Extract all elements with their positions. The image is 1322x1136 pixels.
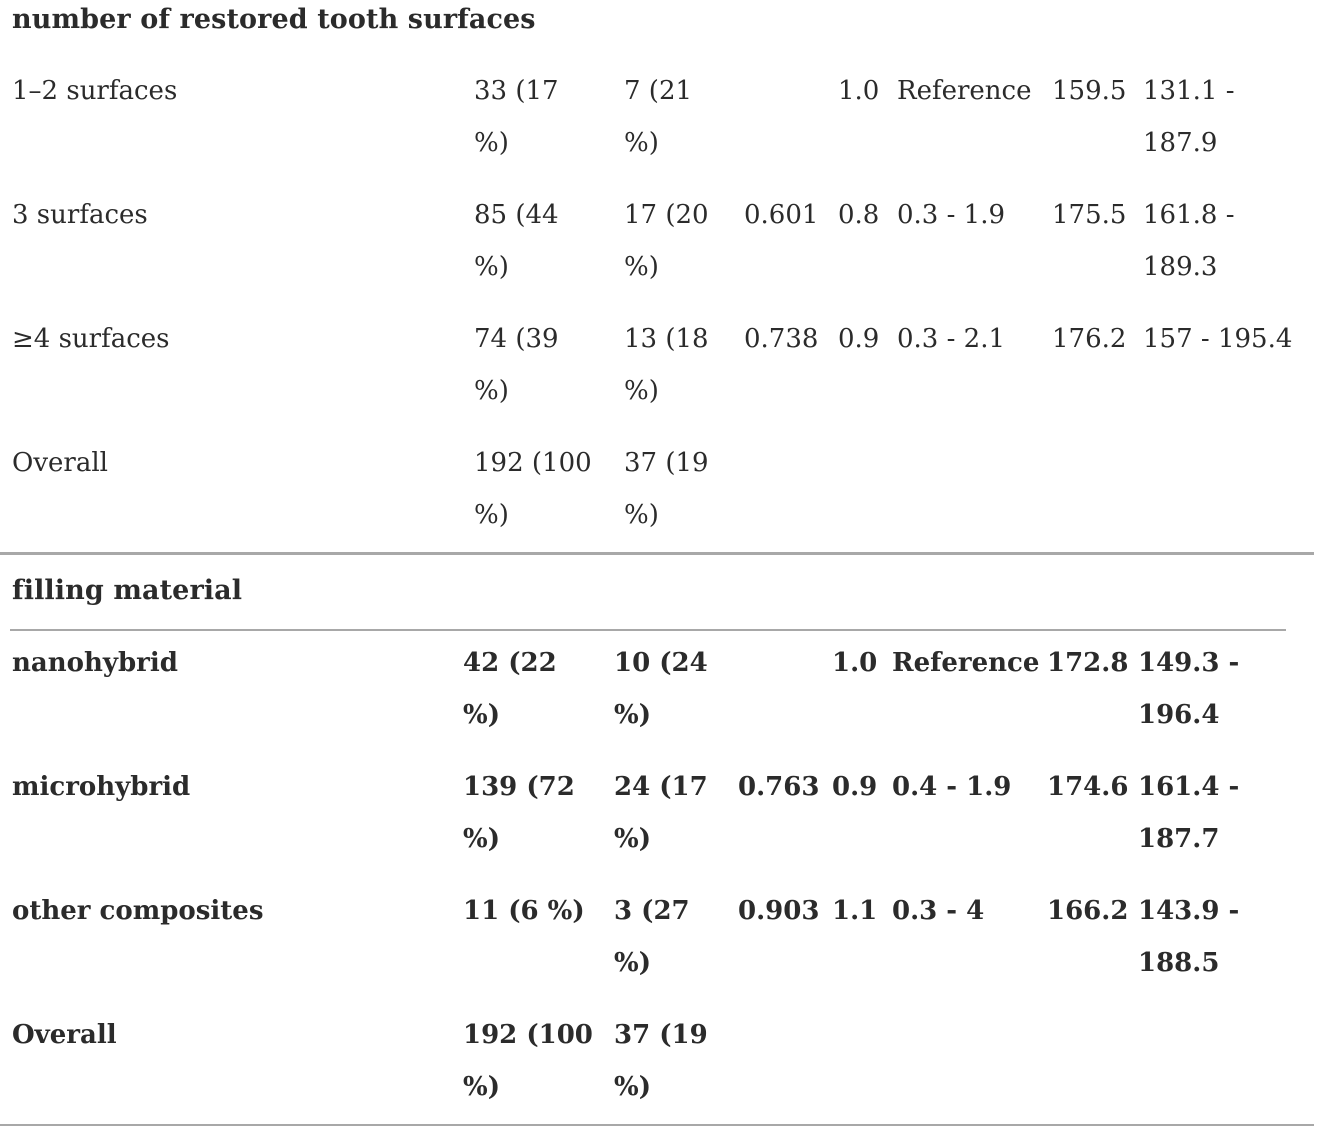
section-title-restored-surfaces: number of restored tooth surfaces (12, 4, 536, 35)
cell-ci: 0.3 - 4 (892, 896, 985, 926)
section-title-filling-material: filling material (12, 575, 243, 606)
cell-total: 33 (17 %) (474, 76, 559, 158)
cell-ci: 0.3 - 2.1 (897, 324, 1006, 354)
section-divider (0, 552, 1314, 555)
cell-failures: 7 (21 %) (624, 76, 693, 158)
row-label: nanohybrid (12, 648, 178, 678)
cell-failures: 37 (19 %) (624, 448, 709, 530)
cell-failures: 17 (20 %) (624, 200, 709, 282)
cell-ci: Reference (892, 648, 1040, 678)
cell-ratio: 0.9 (838, 324, 880, 354)
cell-mean: 159.5 (1052, 76, 1127, 106)
cell-failures: 24 (17 %) (614, 772, 708, 854)
cell-ratio: 1.0 (838, 76, 880, 106)
row-label: Overall (12, 448, 108, 478)
cell-p-value: 0.903 (738, 896, 820, 926)
cell-mean-ci: 131.1 - 187.9 (1143, 76, 1235, 158)
cell-ci: 0.3 - 1.9 (897, 200, 1006, 230)
table-bottom-divider (0, 1124, 1314, 1126)
cell-p-value: 0.601 (744, 200, 819, 230)
cell-mean: 174.6 (1047, 772, 1129, 802)
cell-total: 42 (22 %) (463, 648, 557, 730)
cell-ratio: 0.9 (832, 772, 878, 802)
cell-ci: Reference (897, 76, 1032, 106)
row-label: microhybrid (12, 772, 191, 802)
cell-failures: 37 (19 %) (614, 1020, 708, 1102)
row-label: 3 surfaces (12, 200, 148, 230)
cell-total: 11 (6 %) (463, 896, 585, 926)
cell-failures: 3 (27 %) (614, 896, 690, 978)
cell-mean: 175.5 (1052, 200, 1127, 230)
row-label: 1–2 surfaces (12, 76, 178, 106)
row-label: other composites (12, 896, 264, 926)
cell-ci: 0.4 - 1.9 (892, 772, 1012, 802)
cell-mean: 166.2 (1047, 896, 1129, 926)
cell-ratio: 1.1 (832, 896, 878, 926)
cell-ratio: 1.0 (832, 648, 878, 678)
cell-ratio: 0.8 (838, 200, 880, 230)
cell-mean: 176.2 (1052, 324, 1127, 354)
row-label: Overall (12, 1020, 117, 1050)
cell-mean-ci: 149.3 - 196.4 (1138, 648, 1240, 730)
row-label: ≥4 surfaces (12, 324, 170, 354)
cell-total: 139 (72 %) (463, 772, 575, 854)
cell-total: 74 (39 %) (474, 324, 559, 406)
cell-total: 192 (100 %) (463, 1020, 593, 1102)
cell-mean-ci: 161.4 - 187.7 (1138, 772, 1240, 854)
cell-mean-ci: 161.8 - 189.3 (1143, 200, 1235, 282)
cell-failures: 13 (18 %) (624, 324, 709, 406)
cell-failures: 10 (24 %) (614, 648, 708, 730)
cell-mean: 172.8 (1047, 648, 1129, 678)
header-divider (10, 629, 1286, 631)
cell-p-value: 0.738 (744, 324, 819, 354)
cell-total: 192 (100 %) (474, 448, 592, 530)
cell-p-value: 0.763 (738, 772, 820, 802)
cell-total: 85 (44 %) (474, 200, 559, 282)
cell-mean-ci: 143.9 - 188.5 (1138, 896, 1240, 978)
cell-mean-ci: 157 - 195.4 (1143, 324, 1293, 354)
